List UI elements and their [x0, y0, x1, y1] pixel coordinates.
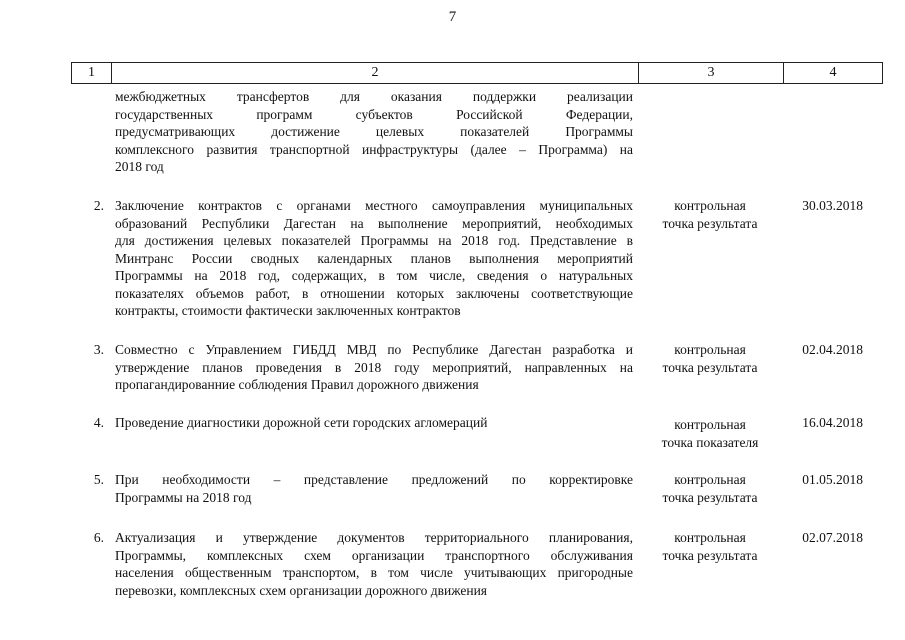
description-line: Актуализация и утверждение документов территориального планирования,	[115, 530, 633, 545]
page-number: 7	[448, 9, 457, 25]
control-point-type	[645, 416, 775, 451]
header-col-4: 4	[829, 65, 837, 80]
control-point-type	[645, 341, 775, 376]
row-number: 4.	[93, 415, 104, 430]
row-number: 2.	[93, 198, 104, 213]
description-line: утверждение планов проведения в 2018 году мероприятий, направленных на	[115, 359, 633, 375]
type-line: точка показателя	[661, 434, 759, 450]
row-description	[115, 529, 633, 599]
description-line: государственных программ субъектов Российской Федерации,	[115, 106, 633, 122]
description-line: для достижения целевых показателей Программы на 2018 год. Представление в	[115, 233, 633, 248]
description-line: показателях объемов работ, в отношении которых заключены соответствующие	[115, 285, 633, 301]
row-description	[115, 197, 633, 320]
type-line: точка результата	[662, 359, 758, 375]
description-line: предусматривающих достижение целевых показателей Программы	[115, 124, 633, 139]
due-date: 01.05.2018	[802, 472, 863, 487]
description-line: населения общественным транспортом, в том числе учитывающих пригородные	[115, 565, 633, 580]
description-line: контракты, стоимости фактически заключенных контрактов	[115, 303, 461, 318]
type-line: точка результата	[662, 489, 758, 505]
description-line: межбюджетных трансфертов для оказания поддержки реализации	[115, 89, 633, 104]
description-line: 2018 год	[115, 159, 164, 174]
type-line: контрольная	[674, 342, 746, 357]
due-date: 30.03.2018	[802, 198, 863, 213]
type-line: контрольная	[674, 472, 746, 487]
table-header	[71, 62, 883, 84]
description-line: перевозки, комплексных схем организации дорожного движения	[115, 582, 488, 598]
due-date: 16.04.2018	[802, 415, 863, 430]
header-col-3: 3	[639, 63, 784, 83]
row-description	[115, 341, 633, 394]
row-description	[115, 471, 633, 506]
row-number: 3.	[93, 342, 104, 357]
header-col-2: 2	[112, 63, 639, 83]
type-line: контрольная	[674, 417, 746, 432]
control-point-type	[645, 471, 775, 506]
type-line: точка результата	[662, 547, 758, 563]
control-point-type	[645, 529, 775, 564]
description-line: Программы на 2018 год	[115, 489, 252, 505]
description-line: Программы на 2018 год, содержащих, в том числе, сведения о натуральных	[115, 268, 633, 283]
row-description	[115, 414, 633, 432]
description-line: образований Республики Дагестан на выполнение мероприятий, необходимых	[115, 215, 633, 231]
description-line: Минтранс России сводных календарных планов выполнения мероприятий	[115, 250, 633, 266]
description-line: Программы, комплексных схем организации транспортного обслуживания	[115, 547, 633, 563]
type-line: контрольная	[674, 530, 746, 545]
control-point-type	[645, 197, 775, 232]
type-line: контрольная	[674, 198, 746, 213]
description-line: При необходимости – представление предложений по корректировке	[115, 472, 633, 487]
description-line: комплексного развития транспортной инфраструктуры (далее – Программа) на	[115, 141, 633, 157]
description-line: Проведение диагностики дорожной сети городских агломераций	[115, 415, 488, 430]
row-number: 6.	[93, 530, 104, 545]
header-col-1: 1	[72, 63, 112, 83]
description-line: Заключение контрактов с органами местного самоуправления муниципальных	[115, 198, 633, 213]
description-line: Совместно с Управлением ГИБДД МВД по Республике Дагестан разработка и	[115, 342, 633, 357]
type-line: точка результата	[662, 215, 758, 231]
due-date: 02.04.2018	[802, 342, 863, 357]
row-number: 5.	[93, 472, 104, 487]
row-description	[115, 88, 633, 176]
description-line: пропагандированние соблюдения Правил дорожного движения	[115, 377, 479, 392]
due-date: 02.07.2018	[802, 530, 863, 545]
